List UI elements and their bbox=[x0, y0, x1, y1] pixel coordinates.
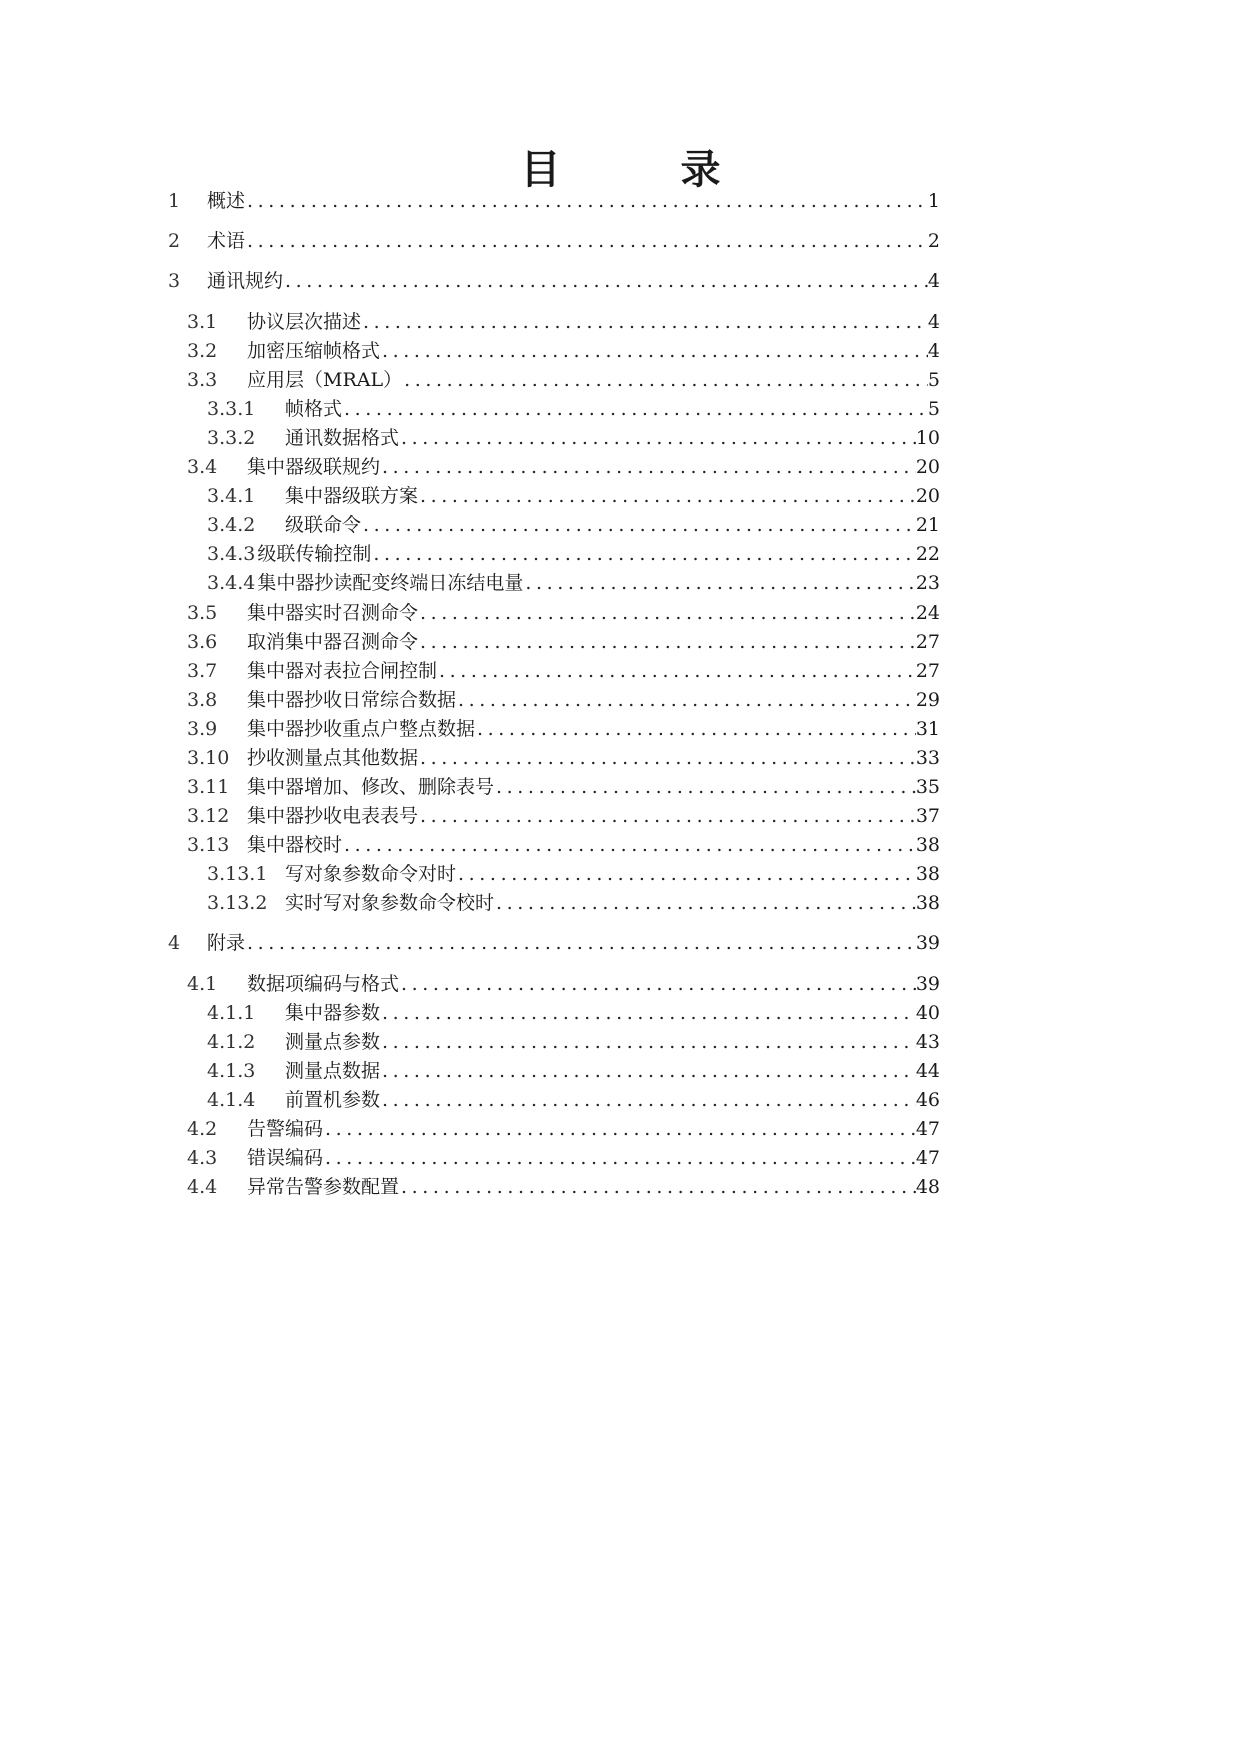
toc-entry[interactable] bbox=[187, 628, 940, 654]
toc-entry-page-number: 39 bbox=[915, 973, 940, 995]
dot-leader bbox=[402, 368, 928, 392]
toc-entry-title: 附录 bbox=[207, 932, 246, 954]
toc-entry[interactable] bbox=[207, 860, 940, 886]
toc-entry-title: 集中器级联方案 bbox=[285, 485, 419, 507]
toc-entry[interactable] bbox=[207, 511, 940, 537]
dot-leader bbox=[361, 513, 916, 537]
dot-leader bbox=[494, 775, 916, 799]
toc-entry-title: 帧格式 bbox=[285, 398, 343, 420]
toc-entry[interactable] bbox=[187, 1144, 940, 1170]
toc-entry-number: 3.9 bbox=[187, 718, 218, 740]
toc-entry-number: 4.4 bbox=[187, 1176, 218, 1198]
toc-entry-number: 3.7 bbox=[187, 660, 218, 682]
toc-entry[interactable] bbox=[168, 267, 940, 293]
dot-leader bbox=[323, 1117, 916, 1141]
toc-entry[interactable] bbox=[187, 686, 940, 712]
toc-entry-page-number: 47 bbox=[915, 1118, 940, 1140]
toc-entry[interactable] bbox=[187, 337, 940, 363]
toc-entry-page-number: 20 bbox=[915, 485, 940, 507]
toc-entry-page-number: 5 bbox=[927, 398, 940, 420]
toc-entry-number: 3.4.4 bbox=[207, 572, 256, 594]
dot-leader bbox=[399, 426, 916, 450]
toc-entry-number: 3.3 bbox=[187, 369, 218, 391]
toc-entry-number: 3 bbox=[168, 270, 181, 292]
toc-entry-page-number: 22 bbox=[915, 543, 940, 565]
dot-leader bbox=[283, 269, 928, 293]
toc-entry-title: 错误编码 bbox=[247, 1147, 324, 1169]
toc-entry-number: 3.10 bbox=[187, 747, 230, 769]
toc-entry-page-number: 33 bbox=[915, 747, 940, 769]
toc-entry-title: 应用层（MRAL） bbox=[247, 369, 403, 391]
toc-entry-number: 4.1 bbox=[187, 973, 218, 995]
dot-leader bbox=[418, 630, 916, 654]
dot-leader bbox=[323, 1146, 916, 1170]
toc-entry-number: 3.13 bbox=[187, 834, 230, 856]
toc-entry-number: 3.4 bbox=[187, 456, 218, 478]
toc-entry-title: 概述 bbox=[207, 190, 246, 212]
toc-entry[interactable] bbox=[187, 1115, 940, 1141]
toc-entry[interactable] bbox=[207, 889, 940, 915]
toc-entry-page-number: 27 bbox=[915, 660, 940, 682]
toc-entry-page-number: 24 bbox=[915, 602, 940, 624]
toc-entry-page-number: 5 bbox=[927, 369, 940, 391]
dot-leader bbox=[456, 688, 916, 712]
toc-entry-number: 3.2 bbox=[187, 340, 218, 362]
toc-entry-page-number: 43 bbox=[915, 1031, 940, 1053]
toc-entry-number: 4.1.3 bbox=[207, 1060, 256, 1082]
dot-leader bbox=[342, 397, 928, 421]
toc-entry-page-number: 21 bbox=[915, 514, 940, 536]
toc-entry-page-number: 29 bbox=[915, 689, 940, 711]
toc-entry-page-number: 23 bbox=[915, 572, 940, 594]
toc-entry[interactable] bbox=[207, 1057, 940, 1083]
toc-entry[interactable] bbox=[187, 831, 940, 857]
toc-entry-number: 3.3.2 bbox=[207, 427, 256, 449]
toc-entry-title: 集中器增加、修改、删除表号 bbox=[247, 776, 495, 798]
toc-entry-number: 3.13.2 bbox=[207, 892, 268, 914]
page-title: 目 录 bbox=[520, 147, 761, 193]
toc-entry[interactable] bbox=[168, 929, 940, 955]
toc-entry-title: 集中器实时召测命令 bbox=[247, 602, 419, 624]
toc-entry-number: 4.1.1 bbox=[207, 1002, 256, 1024]
toc-entry[interactable] bbox=[207, 569, 940, 595]
toc-entry-number: 3.4.1 bbox=[207, 485, 256, 507]
toc-entry-number: 4 bbox=[168, 932, 181, 954]
toc-entry-number: 3.4.3 bbox=[207, 543, 256, 565]
toc-entry-number: 4.2 bbox=[187, 1118, 218, 1140]
toc-entry[interactable] bbox=[187, 1173, 940, 1199]
toc-entry-page-number: 38 bbox=[915, 892, 940, 914]
dot-leader bbox=[437, 659, 916, 683]
toc-entry[interactable] bbox=[187, 366, 940, 392]
toc-entry-title: 级联命令 bbox=[285, 514, 362, 536]
toc-entry-number: 3.6 bbox=[187, 631, 218, 653]
toc-entry[interactable] bbox=[168, 187, 940, 213]
toc-entry[interactable] bbox=[187, 453, 940, 479]
toc-entry[interactable] bbox=[207, 1086, 940, 1112]
dot-leader bbox=[371, 542, 915, 566]
toc-entry-title: 术语 bbox=[207, 230, 246, 252]
toc-entry[interactable] bbox=[187, 599, 940, 625]
toc-entry-page-number: 47 bbox=[915, 1147, 940, 1169]
toc-entry-page-number: 37 bbox=[915, 805, 940, 827]
toc-entry-number: 3.11 bbox=[187, 776, 230, 798]
dot-leader bbox=[475, 717, 916, 741]
toc-entry[interactable] bbox=[207, 395, 940, 421]
toc-entry-number: 4.1.4 bbox=[207, 1089, 256, 1111]
toc-entry-title: 抄收测量点其他数据 bbox=[247, 747, 419, 769]
toc-entry-number: 3.1 bbox=[187, 311, 218, 333]
toc-entry-title: 测量点参数 bbox=[285, 1031, 381, 1053]
toc-entry-page-number: 44 bbox=[915, 1060, 940, 1082]
dot-leader bbox=[418, 601, 916, 625]
toc-entry-number: 3.5 bbox=[187, 602, 218, 624]
dot-leader bbox=[380, 1030, 916, 1054]
toc-entry[interactable] bbox=[187, 773, 940, 799]
toc-entry[interactable] bbox=[187, 657, 940, 683]
toc-entry-title: 集中器对表拉合闸控制 bbox=[247, 660, 438, 682]
toc-entry-title: 级联传输控制 bbox=[257, 543, 372, 565]
dot-leader bbox=[494, 891, 916, 915]
toc-entry-page-number: 20 bbox=[915, 456, 940, 478]
toc-entry-number: 3.3.1 bbox=[207, 398, 256, 420]
toc-entry-title: 告警编码 bbox=[247, 1118, 324, 1140]
toc-entry-title: 集中器抄收日常综合数据 bbox=[247, 689, 457, 711]
dot-leader bbox=[399, 1175, 916, 1199]
dot-leader bbox=[380, 1059, 916, 1083]
dot-leader bbox=[380, 1088, 916, 1112]
toc-entry[interactable] bbox=[207, 482, 940, 508]
toc-entry-title: 实时写对象参数命令校时 bbox=[285, 892, 495, 914]
toc-entry-page-number: 39 bbox=[915, 932, 940, 954]
toc-entry[interactable] bbox=[207, 1028, 940, 1054]
toc-entry-title: 加密压缩帧格式 bbox=[247, 340, 381, 362]
toc-entry-title: 通讯数据格式 bbox=[285, 427, 400, 449]
toc-entry-number: 3.4.2 bbox=[207, 514, 256, 536]
toc-entry-page-number: 4 bbox=[927, 270, 940, 292]
toc-entry[interactable] bbox=[168, 227, 940, 253]
dot-leader bbox=[380, 455, 916, 479]
toc-entry[interactable] bbox=[187, 744, 940, 770]
toc-entry-title: 集中器抄读配变终端日冻结电量 bbox=[257, 572, 524, 594]
toc-entry-page-number: 31 bbox=[915, 718, 940, 740]
dot-leader bbox=[380, 1001, 916, 1025]
toc-entry[interactable] bbox=[187, 970, 940, 996]
toc-entry-page-number: 4 bbox=[927, 311, 940, 333]
dot-leader bbox=[342, 833, 916, 857]
toc-entry-page-number: 10 bbox=[915, 427, 940, 449]
toc-entry-title: 集中器校时 bbox=[247, 834, 343, 856]
toc-entry[interactable] bbox=[187, 715, 940, 741]
toc-entry-page-number: 1 bbox=[927, 190, 940, 212]
toc-entry[interactable] bbox=[187, 308, 940, 334]
toc-entry[interactable] bbox=[207, 424, 940, 450]
toc-entry[interactable] bbox=[207, 999, 940, 1025]
toc-entry-page-number: 2 bbox=[927, 230, 940, 252]
dot-leader bbox=[523, 571, 915, 595]
toc-entry-title: 写对象参数命令对时 bbox=[285, 863, 457, 885]
toc-entry-title: 取消集中器召测命令 bbox=[247, 631, 419, 653]
toc-entry-page-number: 4 bbox=[927, 340, 940, 362]
dot-leader bbox=[418, 746, 916, 770]
toc-entry-number: 4.1.2 bbox=[207, 1031, 256, 1053]
toc-entry-page-number: 40 bbox=[915, 1002, 940, 1024]
toc-entry-number: 3.12 bbox=[187, 805, 230, 827]
dot-leader bbox=[456, 862, 916, 886]
toc-entry-title: 集中器参数 bbox=[285, 1002, 381, 1024]
toc-entry-number: 3.8 bbox=[187, 689, 218, 711]
toc-entry[interactable] bbox=[187, 802, 940, 828]
dot-leader bbox=[245, 229, 928, 253]
dot-leader bbox=[245, 189, 928, 213]
dot-leader bbox=[380, 339, 928, 363]
dot-leader bbox=[418, 804, 916, 828]
toc-entry-title: 通讯规约 bbox=[207, 270, 284, 292]
dot-leader bbox=[418, 484, 916, 508]
toc-entry-page-number: 38 bbox=[915, 863, 940, 885]
dot-leader bbox=[361, 310, 928, 334]
toc-entry-page-number: 46 bbox=[915, 1089, 940, 1111]
toc-entry-title: 集中器抄收电表表号 bbox=[247, 805, 419, 827]
toc-entry-number: 1 bbox=[168, 190, 181, 212]
toc-entry-number: 2 bbox=[168, 230, 181, 252]
toc-entry-title: 集中器抄收重点户整点数据 bbox=[247, 718, 476, 740]
toc-entry-page-number: 48 bbox=[915, 1176, 940, 1198]
toc-entry-page-number: 38 bbox=[915, 834, 940, 856]
toc-entry-title: 集中器级联规约 bbox=[247, 456, 381, 478]
dot-leader bbox=[399, 972, 916, 996]
toc-entry[interactable] bbox=[207, 540, 940, 566]
toc-entry-number: 3.13.1 bbox=[207, 863, 268, 885]
toc-entry-page-number: 27 bbox=[915, 631, 940, 653]
dot-leader bbox=[245, 931, 916, 955]
toc-entry-title: 前置机参数 bbox=[285, 1089, 381, 1111]
toc-entry-title: 异常告警参数配置 bbox=[247, 1176, 400, 1198]
toc-entry-title: 测量点数据 bbox=[285, 1060, 381, 1082]
toc-entry-title: 协议层次描述 bbox=[247, 311, 362, 333]
toc-entry-number: 4.3 bbox=[187, 1147, 218, 1169]
toc-entry-title: 数据项编码与格式 bbox=[247, 973, 400, 995]
toc-entry-page-number: 35 bbox=[915, 776, 940, 798]
